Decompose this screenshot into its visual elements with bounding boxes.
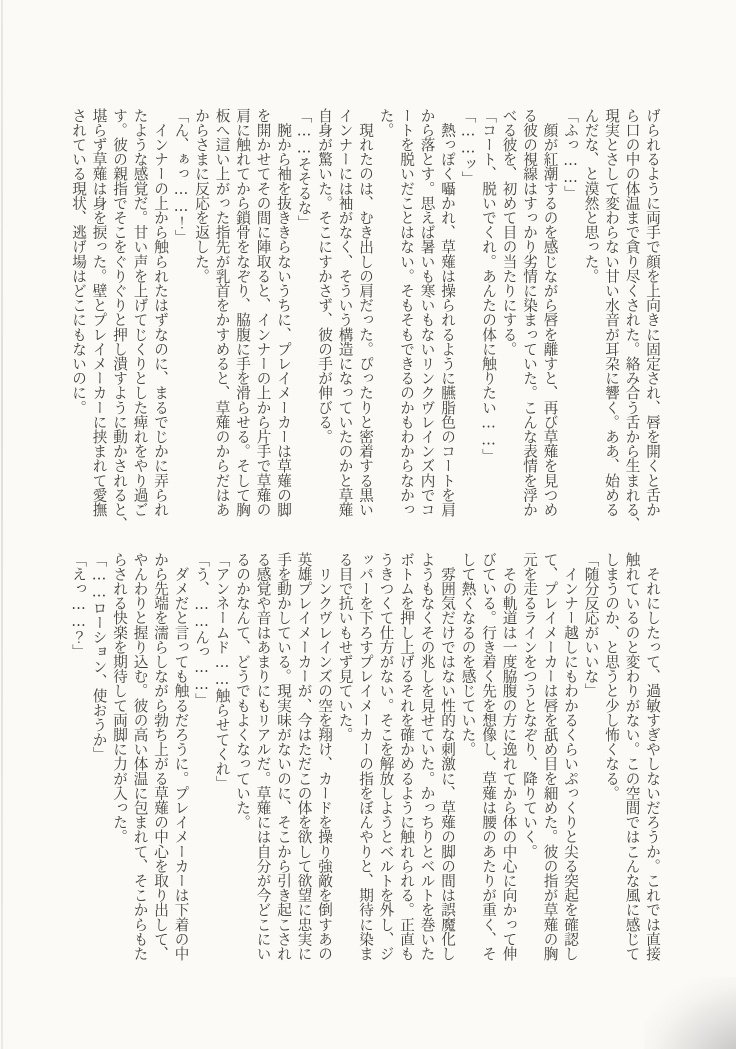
text-column: 触れているのと変わりがない。この空間ではこんな風に感じて (623, 552, 641, 961)
text-column: て、プレイメーカーは唇を舐め目を細めた。彼の指が草薙の胸 (541, 552, 559, 961)
text-column: 「コート、脱いでくれ。あんたの体に触りたい……」 (480, 108, 497, 464)
text-column: た。 (377, 108, 395, 138)
text-column: 元を走るラインをつうとなぞり、降りていく。 (521, 552, 538, 859)
text-column: ダメだと言っても触るだろうに。プレイメーカーは下着の中 (172, 552, 190, 961)
text-column: 英雄プレイメーカーが、今はただこの体を欲して欲望に忠実に (295, 552, 313, 961)
text-column: されている現状、逃げ場はどこにもないのに。 (70, 108, 87, 415)
text-column: 「ん、ぁっ……！」 (172, 108, 190, 245)
text-column: インナー越しにもわかるくらいぷっくりと尖る突起を確認し (562, 552, 579, 961)
text-column: げられるように両手で顔を上向きに固定され、唇を開くと舌か (644, 108, 661, 517)
scan-corner-shadow (644, 977, 736, 1049)
text-column: 堪らず草薙は身を捩った。壁とプレイメーカーに挟まれて愛撫 (90, 108, 108, 517)
text-column: ボトムを押し上げるそれを確かめるように触れられる。正直も (398, 552, 415, 961)
text-column: 「……ッ」 (459, 108, 477, 186)
text-column: して熱くなるのを感じていた。 (459, 552, 477, 757)
text-column: やんわりと握り込む。彼の高い体温に包まれて、そこからもた (131, 552, 149, 961)
text-column: 「……そそるな」 (295, 108, 313, 230)
text-column: べる彼を、初めて目の当たりにする。 (500, 108, 518, 357)
text-column: インナーの上から触られたはずなのに、まるでじかに弄られ (152, 108, 169, 517)
text-block-upper (68, 108, 663, 532)
text-column: 現れたのは、むき出しの肩だった。ぴったりと密着する黒い (357, 108, 374, 517)
text-column: うきつくて仕方がない。そこを解放しようとベルトを外し、ジ (377, 552, 395, 961)
text-column: るのかなんて、どうでもよくなっていた。 (234, 552, 251, 830)
text-column: ら口の中の体温まで貪り尽くされた。絡み合う舌から生まれる、 (623, 108, 641, 532)
text-column: 「えっ……？」 (70, 552, 87, 659)
text-column: 板へ這い上がった指先が乳首をかすめると、草薙のからだはあ (213, 108, 231, 517)
text-column: それにしたって、過敏すぎやしないだろうか。これでは直接 (644, 552, 661, 961)
text-column: す。彼の親指でそこをぐりぐりと押し潰すように動かされると、 (111, 108, 128, 532)
text-column: 「う、……んっ……」 (193, 552, 210, 708)
text-column: 「ふっ……」 (562, 108, 579, 201)
text-column: 腕から袖を抜ききらないうちに、プレイメーカーは草薙の脚 (275, 108, 292, 517)
text-column: を開かせてその間に陣取ると、インナーの上から片手で草薙の (254, 108, 272, 517)
text-column: る彼の視線はすっかり劣情に染まっていた。こんな表情を浮か (521, 108, 538, 517)
text-column: からさまに反応を返した。 (193, 108, 210, 284)
text-column: んだな、と漠然と思った。 (582, 108, 600, 284)
text-column: から落とす。思えば暑いも寒いもないリンクヴレインズ内でコ (418, 108, 436, 517)
text-column: る目で抗いもせず見ていた。 (336, 552, 354, 742)
text-column: 顔が紅潮するのを感じながら唇を離すと、再び草薙を見つめ (541, 108, 559, 517)
text-column: びている。行き着く先を想像し、草薙は腰のあたりが重く、そ (480, 552, 497, 961)
text-column: らされる快楽を期待して両脚に力が入った。 (111, 552, 128, 844)
text-column: ートを脱いだことはない。そもそもできるのかもわからなかっ (398, 108, 415, 517)
text-column: から先端を濡らしながら勃ち上がる草薙の中心を取り出して、 (152, 552, 169, 961)
text-column: る感覚や音はあまりにもリアルだ。草薙には自分が今どこにい (254, 552, 272, 961)
text-column: 自身が驚いた。そこにすかさず、彼の手が伸びる。 (316, 108, 333, 444)
text-column: 現実とさして変わらない甘い水音が耳朶に響く。ああ、始める (603, 108, 620, 517)
text-block-lower (68, 552, 663, 962)
text-column: 「……ローション、使おうか」 (90, 552, 108, 762)
text-column: しまうのか、と思うと少し怖くなる。 (603, 552, 620, 801)
text-column: インナーには袖がなく、そういう構造になっていたのかと草薙 (336, 108, 354, 517)
text-column: 手を動かしている。現実味がないのに、そこから引き起こされ (275, 552, 292, 961)
text-column: 「随分反応がいいな」 (582, 552, 600, 698)
text-column: ようもなくその兆しを見せていた。かっちりとベルトを巻いた (418, 552, 436, 961)
text-column: ッパーを下ろすプレイメーカーの指をぼんやりと、期待に染ま (357, 552, 374, 961)
text-column: たような感覚だ。甘い声を上げてじくりとした痺れをやり過ご (131, 108, 149, 517)
text-column: 「アンネームド……触らせてくれ」 (213, 552, 231, 791)
text-column: 肩に触れてから鎖骨をなぞり、脇腹に手を滑らせる。そして胸 (234, 108, 251, 517)
text-column: 雰囲気だけではない性的な刺激に、草薙の脚の間は誤魔化し (439, 552, 456, 961)
text-column: リンクヴレインズの空を翔け、カードを操り強敵を倒すあの (316, 552, 333, 961)
page-left-edge-line (1, 0, 3, 1049)
text-column: その軌道は一度脇腹の方に逸れてから体の中心に向かって伸 (500, 552, 518, 961)
text-column: 熱っぽく囁かれ、草薙は操られるように臙脂色のコートを肩 (439, 108, 456, 517)
